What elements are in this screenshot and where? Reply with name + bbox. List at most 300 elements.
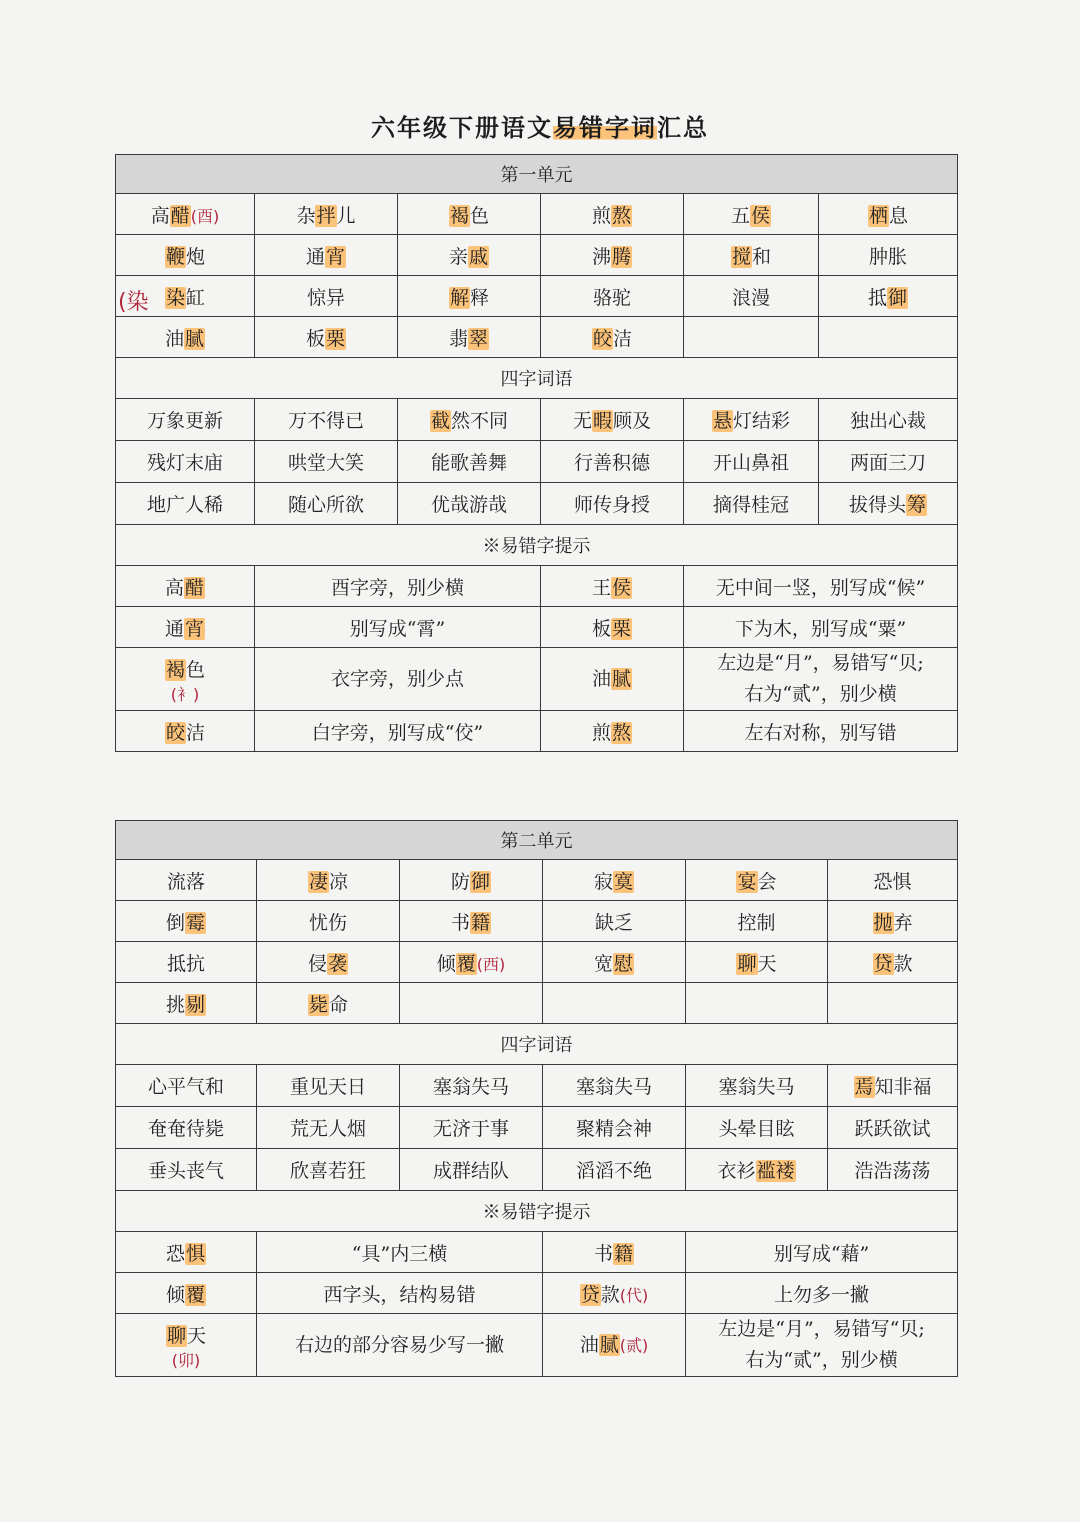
word-cell — [543, 860, 686, 901]
word-text: 款 — [600, 1283, 620, 1306]
word-cell — [686, 901, 828, 942]
word-cell — [541, 276, 684, 317]
word-text: 油 — [591, 667, 611, 690]
word-highlight: 毙 — [308, 993, 328, 1016]
tip-text: 衣字旁，别少点 — [255, 648, 541, 711]
word-text: 优哉游哉 — [430, 494, 507, 516]
word-cell — [541, 317, 684, 358]
word-highlight: 鞭 — [165, 245, 185, 268]
word-text: 惊异 — [306, 286, 345, 309]
word-text: 天 — [757, 952, 777, 975]
word-cell — [398, 483, 541, 525]
word-text: 缺乏 — [594, 911, 633, 934]
word-cell — [116, 194, 255, 235]
handwritten-note: (衤) — [170, 684, 200, 704]
word-text: 倾 — [165, 1283, 185, 1306]
word-text: 行善积德 — [573, 452, 650, 474]
word-text: 哄堂大笑 — [287, 452, 364, 474]
word-text: 洁 — [613, 327, 633, 350]
word-text: 拔得头 — [849, 494, 907, 516]
word-cell — [541, 235, 684, 276]
word-highlight: 抛 — [873, 911, 893, 934]
table-row — [116, 483, 958, 525]
tip-word-cell — [541, 711, 684, 752]
title-before: 六年级下册语文 — [371, 113, 553, 142]
word-highlight: 暇 — [592, 410, 612, 432]
word-text: 欣喜若狂 — [289, 1160, 366, 1182]
word-highlight: 寞 — [614, 870, 634, 893]
tip-word-cell — [541, 607, 684, 648]
word-text: 缸 — [186, 286, 206, 309]
word-cell — [257, 860, 400, 901]
tip-text-line: 左边是“月”，易错写“贝; — [718, 1318, 925, 1340]
word-cell — [686, 1107, 828, 1149]
word-text: 书 — [450, 911, 470, 934]
tip-word-cell — [116, 648, 255, 711]
word-text: 头晕目眩 — [718, 1118, 795, 1140]
word-cell — [400, 1065, 543, 1107]
word-highlight: 籍 — [471, 911, 491, 934]
word-cell — [686, 860, 828, 901]
tip-word-cell — [116, 711, 255, 752]
word-highlight: 栗 — [612, 617, 632, 640]
word-text: 款 — [893, 952, 913, 975]
word-text: 色 — [470, 204, 490, 227]
word-cell — [684, 276, 819, 317]
word-highlight: 腻 — [612, 667, 632, 690]
tip-text-line: 左边是“月”，易错写“贝; — [717, 652, 924, 674]
unit1-tip-heading: ※易错字提示 — [116, 525, 958, 566]
word-cell — [400, 860, 543, 901]
word-highlight: 栖 — [869, 204, 889, 227]
word-highlight: 染 — [165, 286, 185, 309]
word-cell — [828, 901, 958, 942]
word-text: 抵抗 — [166, 952, 205, 975]
word-text: 色 — [186, 658, 206, 681]
word-highlight: 戚 — [469, 245, 489, 268]
unit2-tip-heading: ※易错字提示 — [116, 1191, 958, 1232]
table-row — [116, 399, 958, 441]
word-text: 高 — [150, 204, 170, 227]
word-highlight: 悬 — [712, 410, 732, 432]
word-cell — [819, 235, 958, 276]
word-cell — [116, 1107, 257, 1149]
word-text: 奄奄待毙 — [147, 1118, 224, 1140]
word-text: 开山鼻祖 — [712, 452, 789, 474]
word-cell — [819, 276, 958, 317]
word-text: 骆驼 — [592, 286, 631, 309]
word-cell — [686, 942, 828, 983]
tip-text: 别写成“霄” — [255, 607, 541, 648]
word-highlight: 覆 — [456, 952, 476, 975]
unit1-idiom-heading: 四字词语 — [116, 358, 958, 399]
word-text: 衣衫 — [717, 1160, 756, 1182]
word-cell — [116, 983, 257, 1024]
word-text: 万不得已 — [287, 410, 364, 432]
word-cell — [543, 1107, 686, 1149]
tip-text: 下为木，别写成“粟” — [684, 607, 958, 648]
unit2-table — [115, 820, 958, 1377]
word-cell — [255, 235, 398, 276]
word-text: 释 — [470, 286, 490, 309]
word-highlight: 腻 — [185, 327, 205, 350]
word-highlight: 惧 — [186, 1242, 206, 1265]
table-row — [116, 983, 958, 1024]
word-highlight: 籍 — [614, 1242, 634, 1265]
table-row — [116, 441, 958, 483]
table-row — [116, 276, 958, 317]
word-cell — [828, 1065, 958, 1107]
word-text: 煎 — [591, 204, 611, 227]
tip-word-cell — [116, 566, 255, 607]
word-text: 倒 — [165, 911, 185, 934]
word-text: 随心所欲 — [287, 494, 364, 516]
word-text: 跃跃欲试 — [854, 1118, 931, 1140]
word-text: 荒无人烟 — [289, 1118, 366, 1140]
word-text: 通 — [164, 617, 184, 640]
word-text: 顾及 — [613, 410, 652, 432]
table-row — [116, 235, 958, 276]
tip-text: 别写成“藉” — [686, 1232, 958, 1273]
word-highlight: 御 — [471, 870, 491, 893]
tip-text: 西字头，结构易错 — [257, 1273, 543, 1314]
word-cell — [400, 942, 543, 983]
table-row — [116, 194, 958, 235]
word-highlight: 慰 — [614, 952, 634, 975]
word-cell — [257, 901, 400, 942]
word-cell — [116, 901, 257, 942]
table-row — [116, 901, 958, 942]
tip-text — [684, 648, 958, 711]
word-cell — [398, 317, 541, 358]
page-title — [0, 108, 1080, 143]
word-cell — [116, 1149, 257, 1191]
tip-word-cell — [543, 1314, 686, 1377]
word-cell — [116, 483, 255, 525]
word-text: 师传身授 — [573, 494, 650, 516]
word-cell — [257, 942, 400, 983]
word-text: 成群结队 — [432, 1160, 509, 1182]
tip-word-cell — [543, 1232, 686, 1273]
word-highlight: 醋 — [185, 576, 205, 599]
word-highlight: 宵 — [326, 245, 346, 268]
word-highlight: 侯 — [612, 576, 632, 599]
word-cell — [257, 1107, 400, 1149]
word-text: 板 — [305, 327, 325, 350]
word-text: 能歌善舞 — [430, 452, 507, 474]
word-highlight: 截 — [430, 410, 450, 432]
word-cell — [255, 441, 398, 483]
word-cell — [684, 399, 819, 441]
word-cell — [398, 441, 541, 483]
tip-word-cell — [116, 1273, 257, 1314]
word-highlight: 覆 — [186, 1283, 206, 1306]
word-cell — [541, 194, 684, 235]
word-text: 倾 — [436, 952, 456, 975]
word-highlight: 焉 — [854, 1076, 874, 1098]
word-highlight: 贷 — [873, 952, 893, 975]
tip-row — [116, 607, 958, 648]
word-highlight: 熬 — [612, 204, 632, 227]
tip-row — [116, 711, 958, 752]
word-text: 板 — [591, 617, 611, 640]
title-after: 汇总 — [657, 113, 709, 142]
handwritten-note: (酉) — [190, 206, 220, 226]
word-text: 亲 — [448, 245, 468, 268]
word-highlight: 宴 — [737, 870, 757, 893]
word-text: 侵 — [307, 952, 327, 975]
word-text: 控制 — [737, 911, 776, 934]
word-cell — [400, 1107, 543, 1149]
word-text: 油 — [164, 327, 184, 350]
word-text: 和 — [752, 245, 772, 268]
word-text: 书 — [593, 1242, 613, 1265]
word-cell — [116, 441, 255, 483]
word-highlight: 宵 — [185, 617, 205, 640]
word-text: 塞翁失马 — [432, 1076, 509, 1098]
word-cell — [684, 317, 819, 358]
table-row — [116, 1107, 958, 1149]
word-highlight: 聊 — [166, 1324, 186, 1347]
word-text: 流落 — [166, 870, 205, 893]
word-text: 杂 — [296, 204, 316, 227]
word-cell — [116, 235, 255, 276]
word-text: 五 — [730, 204, 750, 227]
word-text: 天 — [187, 1324, 207, 1347]
table-row — [116, 942, 958, 983]
word-text: 沸 — [591, 245, 611, 268]
word-highlight: 御 — [888, 286, 908, 309]
tip-word-cell — [543, 1273, 686, 1314]
word-text: 重见天日 — [289, 1076, 366, 1098]
word-text: 垂头丧气 — [147, 1160, 224, 1182]
unit2-heading: 第二单元 — [116, 821, 958, 860]
handwritten-note: (西) — [476, 954, 506, 974]
handwritten-note: (贰) — [619, 1335, 649, 1355]
word-text: 洁 — [186, 721, 206, 744]
word-cell — [543, 942, 686, 983]
word-highlight: 褴褛 — [756, 1160, 795, 1182]
word-cell — [686, 1065, 828, 1107]
tip-text: 白字旁，别写成“佼” — [255, 711, 541, 752]
word-text: 息 — [889, 204, 909, 227]
word-text: 弃 — [893, 911, 913, 934]
word-highlight: 腾 — [612, 245, 632, 268]
word-text: 无 — [572, 410, 592, 432]
tip-text: 左右对称，别写错 — [684, 711, 958, 752]
tip-row — [116, 1273, 958, 1314]
word-cell — [684, 483, 819, 525]
word-text: 灯结彩 — [733, 410, 791, 432]
word-text: 王 — [591, 576, 611, 599]
word-highlight: 解 — [449, 286, 469, 309]
word-highlight: 霉 — [186, 911, 206, 934]
word-text: 寂 — [593, 870, 613, 893]
word-text: 摘得桂冠 — [712, 494, 789, 516]
word-text: 心平气和 — [147, 1076, 224, 1098]
word-cell — [543, 1065, 686, 1107]
word-cell — [257, 983, 400, 1024]
word-text: 煎 — [591, 721, 611, 744]
word-text: 塞翁失马 — [575, 1076, 652, 1098]
word-cell — [686, 983, 828, 1024]
word-cell — [400, 983, 543, 1024]
word-text: 地广人稀 — [146, 494, 223, 516]
word-text: 独出心裁 — [850, 410, 927, 432]
word-text: 凉 — [329, 870, 349, 893]
tip-text-line: 右为“贰”，别少横 — [745, 1349, 898, 1371]
word-highlight: 醋 — [170, 204, 190, 227]
word-text: 无济于事 — [432, 1118, 509, 1140]
tip-word-cell — [116, 1314, 257, 1377]
word-text: 油 — [579, 1333, 599, 1356]
word-cell — [686, 1149, 828, 1191]
word-text: 两面三刀 — [850, 452, 927, 474]
tip-text: 右边的部分容易少写一撇 — [257, 1314, 543, 1377]
table-row — [116, 860, 958, 901]
word-cell — [255, 317, 398, 358]
word-cell — [398, 194, 541, 235]
word-text: 万象更新 — [146, 410, 223, 432]
word-highlight: 凄 — [308, 870, 328, 893]
word-cell — [543, 983, 686, 1024]
unit1-heading: 第一单元 — [116, 155, 958, 194]
tip-word-cell — [116, 607, 255, 648]
word-cell — [116, 860, 257, 901]
word-text: 然不同 — [451, 410, 509, 432]
word-text: 命 — [329, 993, 349, 1016]
tip-text: “具”内三横 — [257, 1232, 543, 1273]
word-text: 浪漫 — [731, 286, 770, 309]
word-cell — [684, 441, 819, 483]
word-text: 滔滔不绝 — [575, 1160, 652, 1182]
word-cell — [116, 317, 255, 358]
word-highlight: 熬 — [612, 721, 632, 744]
word-highlight: 搅 — [731, 245, 751, 268]
word-cell — [819, 399, 958, 441]
table-row — [116, 1065, 958, 1107]
tip-text: 上勿多一撇 — [686, 1273, 958, 1314]
word-cell — [257, 1065, 400, 1107]
word-highlight: 栗 — [326, 327, 346, 350]
word-highlight: 褐 — [165, 658, 185, 681]
word-highlight: 筹 — [907, 494, 927, 516]
word-cell — [116, 1065, 257, 1107]
word-cell — [255, 194, 398, 235]
tip-text-line: 右为“贰”，别少横 — [744, 683, 897, 705]
word-text: 高 — [164, 576, 184, 599]
note-ran: (染 — [118, 290, 149, 315]
word-highlight: 皎 — [165, 721, 185, 744]
word-highlight: 侯 — [751, 204, 771, 227]
word-text: 恐 — [165, 1242, 185, 1265]
word-text: 会 — [757, 870, 777, 893]
word-cell — [255, 399, 398, 441]
word-cell — [684, 194, 819, 235]
word-text: 知非福 — [874, 1076, 932, 1098]
word-text: 聚精会神 — [575, 1118, 652, 1140]
handwritten-note: (代) — [619, 1285, 649, 1305]
word-highlight: 拌 — [316, 204, 336, 227]
word-cell — [819, 317, 958, 358]
word-highlight: 皎 — [592, 327, 612, 350]
word-highlight: 袭 — [328, 952, 348, 975]
tip-text: 无中间一竖，别写成“候” — [684, 566, 958, 607]
word-text: 恐惧 — [873, 870, 912, 893]
word-text: 防 — [450, 870, 470, 893]
word-text: 塞翁失马 — [718, 1076, 795, 1098]
word-cell — [398, 399, 541, 441]
word-text: 抵 — [868, 286, 888, 309]
word-cell — [255, 276, 398, 317]
word-text: 浩浩荡荡 — [854, 1160, 931, 1182]
word-highlight: 贷 — [580, 1283, 600, 1306]
table-row — [116, 1149, 958, 1191]
word-text: 炮 — [186, 245, 206, 268]
word-cell — [257, 1149, 400, 1191]
word-cell — [828, 983, 958, 1024]
word-text: 宽 — [593, 952, 613, 975]
tip-word-cell — [541, 648, 684, 711]
tip-row — [116, 1314, 958, 1377]
word-text: 挑 — [165, 993, 185, 1016]
word-cell — [543, 901, 686, 942]
tip-text — [686, 1314, 958, 1377]
table-row — [116, 317, 958, 358]
word-cell — [255, 483, 398, 525]
title-highlight: 易错字词 — [553, 113, 657, 142]
word-text: 肿胀 — [869, 245, 908, 268]
word-cell — [828, 942, 958, 983]
word-cell — [398, 235, 541, 276]
word-text: 通 — [305, 245, 325, 268]
unit1-table — [115, 154, 958, 752]
tip-word-cell — [116, 1232, 257, 1273]
word-cell — [116, 942, 257, 983]
word-cell — [543, 1149, 686, 1191]
word-cell — [819, 441, 958, 483]
word-cell — [400, 1149, 543, 1191]
tip-row — [116, 648, 958, 711]
word-text: 儿 — [336, 204, 356, 227]
word-cell — [828, 1107, 958, 1149]
word-cell — [819, 194, 958, 235]
word-cell — [541, 441, 684, 483]
handwritten-note: (卯) — [171, 1350, 201, 1370]
word-cell — [684, 235, 819, 276]
tip-row — [116, 566, 958, 607]
unit2-idiom-heading: 四字词语 — [116, 1024, 958, 1065]
word-text: 翡 — [448, 327, 468, 350]
word-highlight: 褐 — [449, 204, 469, 227]
word-cell — [819, 483, 958, 525]
word-highlight: 聊 — [737, 952, 757, 975]
word-cell — [828, 860, 958, 901]
word-highlight: 腻 — [599, 1333, 619, 1356]
word-cell — [398, 276, 541, 317]
word-cell — [400, 901, 543, 942]
word-text: 残灯末庙 — [146, 452, 223, 474]
tip-text: 酉字旁，别少横 — [255, 566, 541, 607]
tip-word-cell — [541, 566, 684, 607]
word-text: 忧伤 — [308, 911, 347, 934]
word-highlight: 翠 — [469, 327, 489, 350]
word-cell — [828, 1149, 958, 1191]
word-cell — [116, 399, 255, 441]
tip-row — [116, 1232, 958, 1273]
word-highlight: 剔 — [186, 993, 206, 1016]
word-cell — [541, 399, 684, 441]
